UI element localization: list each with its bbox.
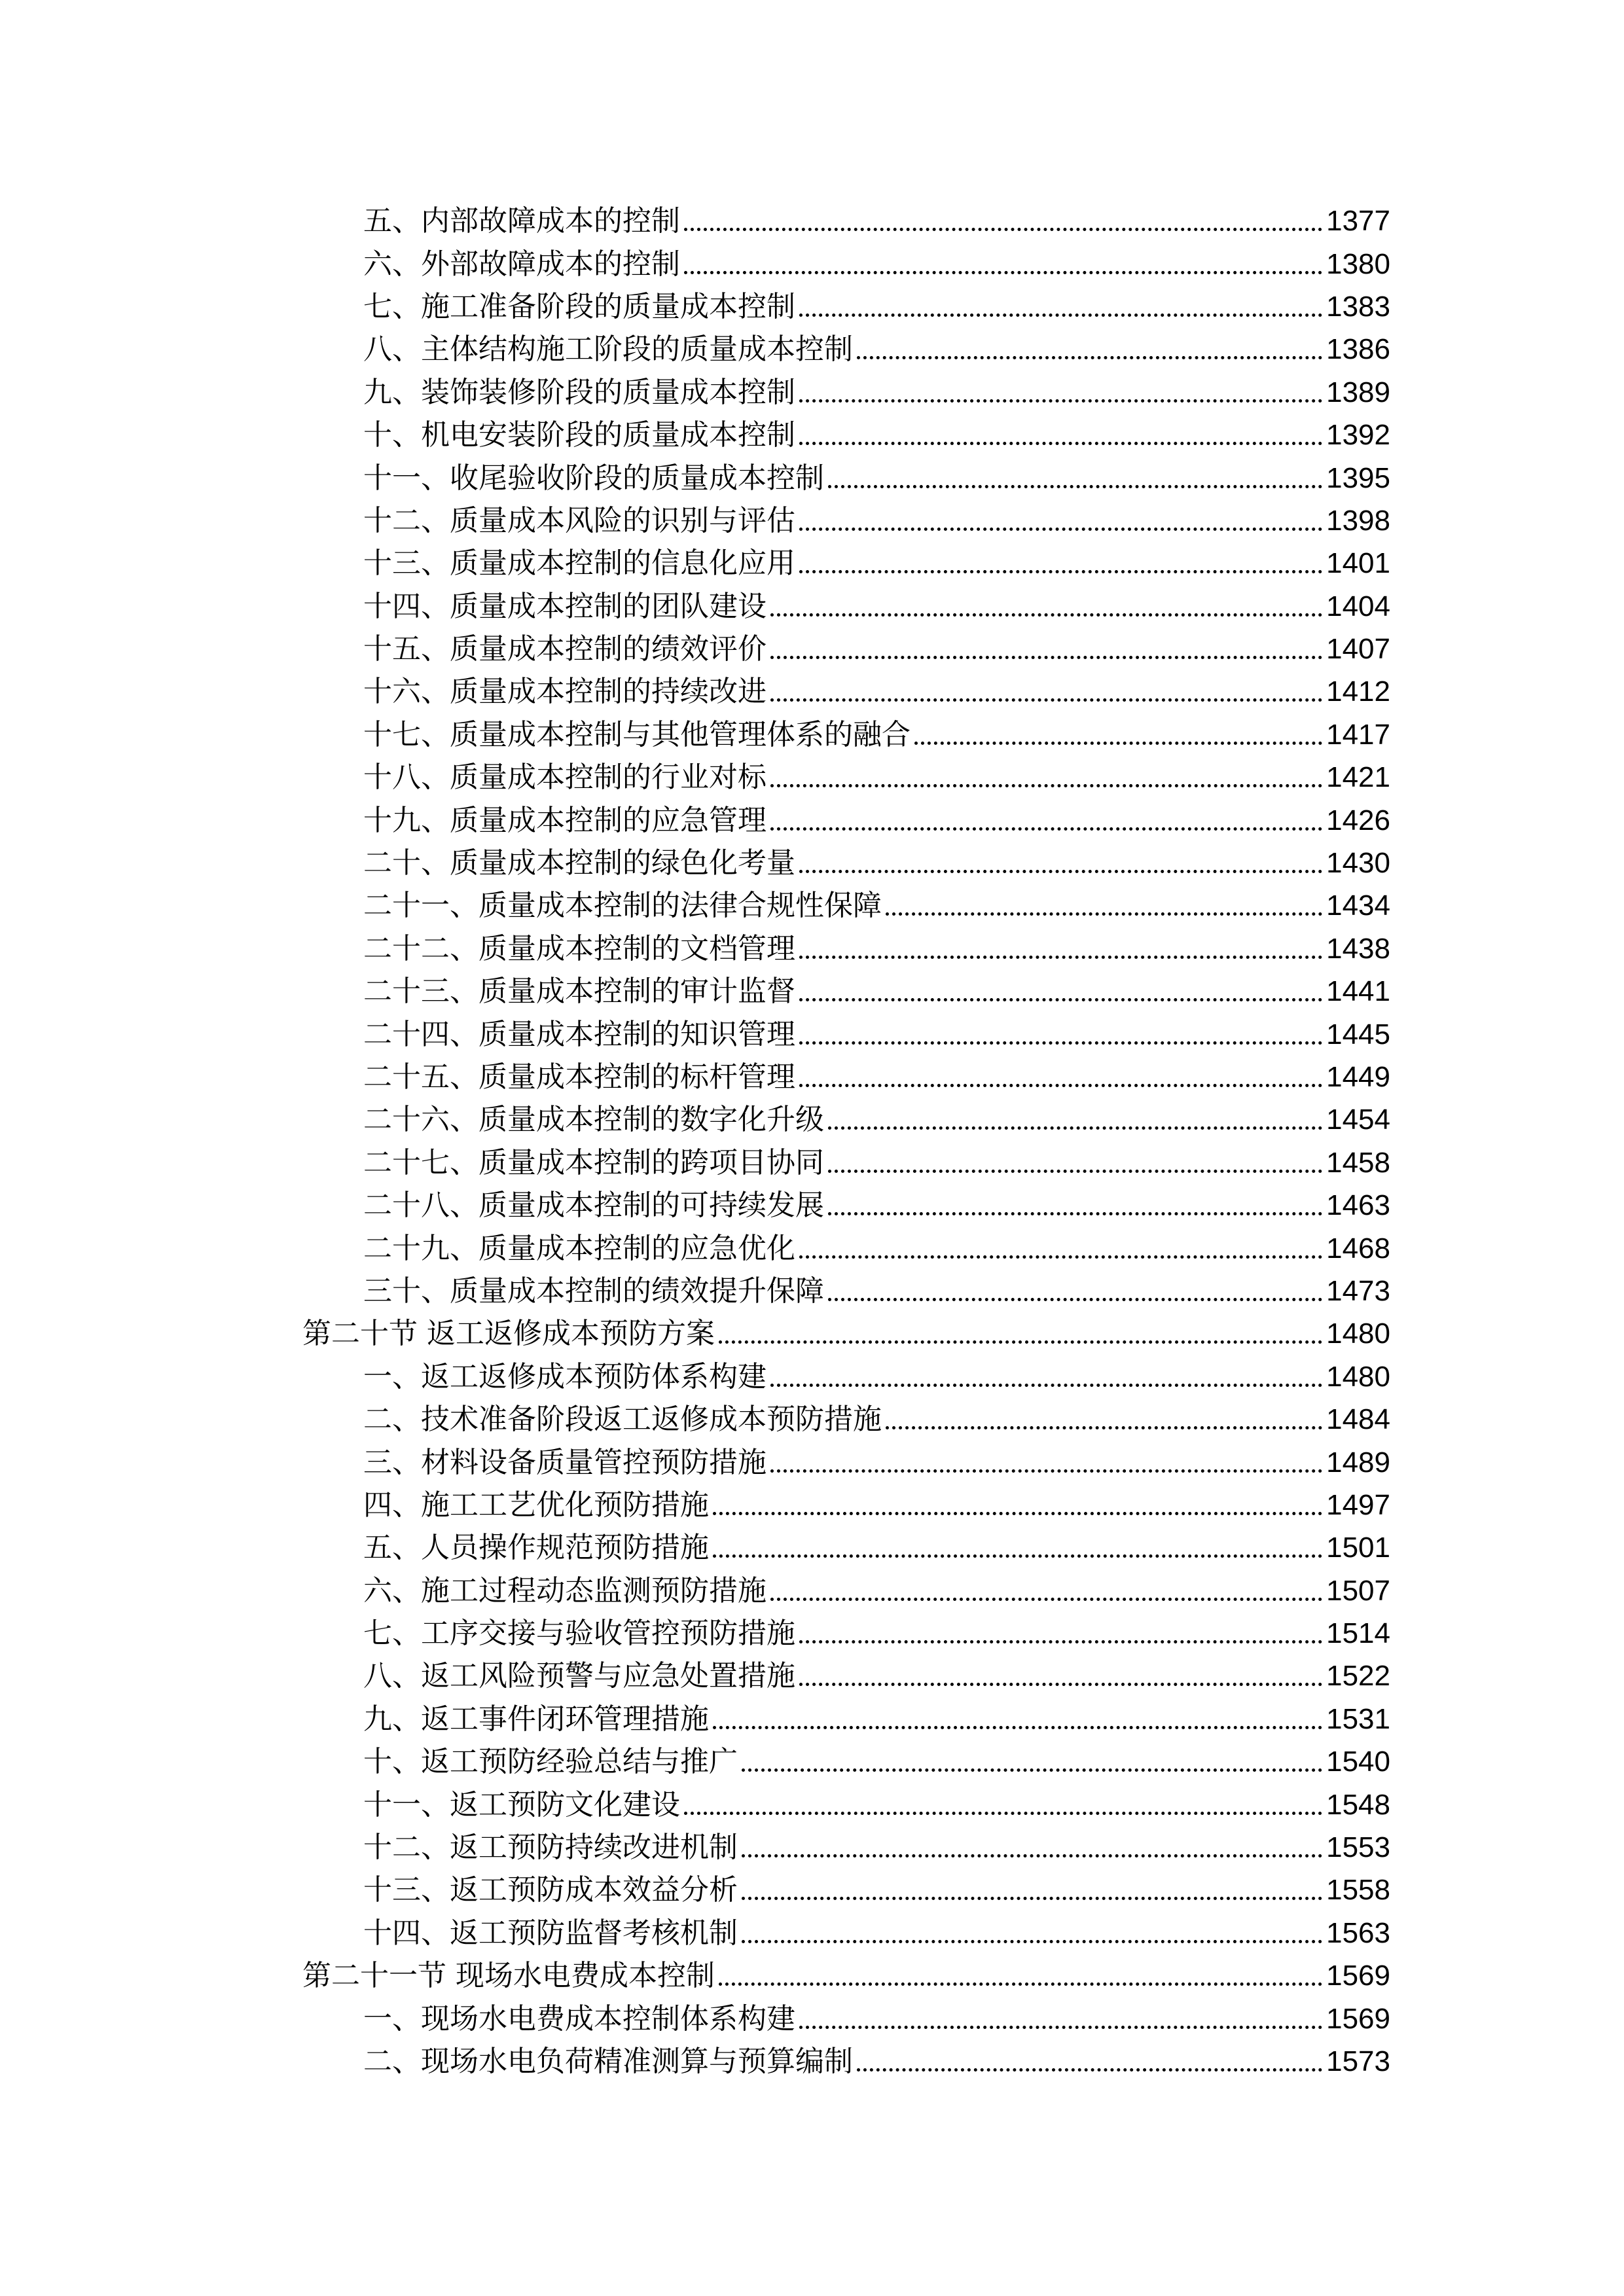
toc-entry-title: 十一、返工预防文化建设 [363,1787,680,1821]
dot-leader [799,970,1322,1013]
dot-leader [684,1784,1322,1826]
toc-entry-title: 第二十节 返工返修成本预防方案 [302,1317,715,1351]
toc-entry-title: 十七、质量成本控制与其他管理体系的融合 [363,717,911,751]
toc-entry-title: 九、返工事件闭环管理措施 [363,1702,709,1736]
toc-entry-title: 二十四、质量成本控制的知识管理 [363,1017,795,1051]
toc-entry-page: 1389 [1326,376,1390,408]
toc-entry-title: 十三、质量成本控制的信息化应用 [363,547,795,581]
toc-entry-page: 1449 [1326,1061,1390,1093]
toc-entry[interactable] [302,1997,1390,2039]
dot-leader [770,585,1322,628]
toc-entry[interactable] [302,1484,1390,1526]
toc-entry[interactable] [302,884,1390,927]
toc-entry-page: 1377 [1326,205,1390,238]
toc-entry[interactable] [302,1441,1390,1483]
dot-leader [828,1270,1322,1312]
toc-entry[interactable] [302,1141,1390,1184]
toc-entry-title: 五、内部故障成本的控制 [363,204,680,238]
toc-entry-title: 十四、返工预防监督考核机制 [363,1916,738,1950]
toc-entry-page: 1458 [1326,1146,1390,1179]
dot-leader [742,1826,1322,1869]
toc-entry-page: 1398 [1326,504,1390,537]
dot-leader [684,200,1322,242]
toc-entry[interactable] [302,1398,1390,1441]
dot-leader [684,243,1322,285]
toc-entry-title: 十四、质量成本控制的团队建设 [363,589,767,623]
toc-entry-page: 1441 [1326,975,1390,1008]
dot-leader [770,670,1322,713]
toc-entry-page: 1540 [1326,1746,1390,1778]
toc-entry-page: 1484 [1326,1403,1390,1436]
dot-leader [770,1570,1322,1612]
dot-leader [799,842,1322,884]
dot-leader [799,1612,1322,1655]
dot-leader [799,927,1322,970]
toc-entry[interactable] [302,842,1390,884]
toc-section-entry[interactable] [302,1312,1390,1355]
toc-entry-title: 十二、质量成本风险的识别与评估 [363,503,795,537]
toc-entry-title: 六、施工过程动态监测预防措施 [363,1573,767,1607]
toc-entry[interactable] [302,1869,1390,1911]
toc-entry-title: 九、装饰装修阶段的质量成本控制 [363,375,795,409]
toc-entry-page: 1463 [1326,1189,1390,1222]
dot-leader [799,1013,1322,1056]
toc-entry[interactable] [302,756,1390,798]
toc-entry-title: 二十三、质量成本控制的审计监督 [363,975,795,1009]
toc-entry[interactable] [302,242,1390,285]
toc-entry-title: 二十八、质量成本控制的可持续发展 [363,1189,824,1223]
toc-entry[interactable] [302,1526,1390,1569]
toc-entry[interactable] [302,1355,1390,1398]
toc-entry-page: 1480 [1326,1360,1390,1393]
toc-entry-title: 第二十一节 现场水电费成本控制 [302,1959,715,1993]
dot-leader [799,499,1322,542]
dot-leader [799,285,1322,328]
toc-entry-page: 1454 [1326,1103,1390,1136]
dot-leader [799,1998,1322,2040]
dot-leader [713,1526,1322,1569]
toc-entry-page: 1569 [1326,2002,1390,2035]
toc-entry-page: 1468 [1326,1232,1390,1265]
toc-entry[interactable] [302,1698,1390,1740]
toc-entry-page: 1480 [1326,1318,1390,1350]
toc-entry[interactable] [302,970,1390,1013]
toc-entry-title: 三十、质量成本控制的绩效提升保障 [363,1274,824,1308]
toc-entry-title: 八、主体结构施工阶段的质量成本控制 [363,332,853,367]
toc-entry[interactable] [302,1912,1390,1954]
dot-leader [799,1056,1322,1098]
toc-entry[interactable] [302,1612,1390,1655]
toc-entry[interactable] [302,585,1390,628]
toc-entry-page: 1421 [1326,761,1390,794]
dot-leader [770,756,1322,798]
dot-leader [799,1227,1322,1270]
toc-entry-title: 四、施工工艺优化预防措施 [363,1488,709,1522]
toc-entry-page: 1386 [1326,333,1390,366]
toc-entry-page: 1531 [1326,1702,1390,1735]
toc-entry-page: 1426 [1326,804,1390,836]
toc-entry-title: 十五、质量成本控制的绩效评价 [363,632,767,666]
toc-entry-page: 1507 [1326,1574,1390,1607]
toc-entry-title: 八、返工风险预警与应急处置措施 [363,1659,795,1693]
toc-entry[interactable] [302,1570,1390,1612]
dot-leader [799,1655,1322,1697]
toc-entry-page: 1569 [1326,1960,1390,1992]
toc-entry-title: 一、返工返修成本预防体系构建 [363,1359,767,1393]
toc-entry[interactable] [302,927,1390,970]
toc-entry-page: 1434 [1326,889,1390,922]
toc-entry-page: 1383 [1326,290,1390,323]
toc-entry-page: 1473 [1326,1274,1390,1307]
toc-entry[interactable] [302,414,1390,456]
dot-leader [770,799,1322,842]
toc-entry-page: 1497 [1326,1488,1390,1521]
toc-entry-page: 1563 [1326,1916,1390,1949]
toc-entry-title: 七、工序交接与验收管控预防措施 [363,1617,795,1651]
toc-entry[interactable] [302,628,1390,670]
toc-entry-title: 三、材料设备质量管控预防措施 [363,1445,767,1479]
toc-entry-title: 十九、质量成本控制的应急管理 [363,803,767,837]
dot-leader [770,1441,1322,1484]
toc-entry-page: 1445 [1326,1018,1390,1050]
toc-entry-title: 二十九、质量成本控制的应急优化 [363,1231,795,1265]
toc-entry[interactable] [302,1783,1390,1825]
dot-leader [742,1912,1322,1954]
toc-entry-title: 十八、质量成本控制的行业对标 [363,761,767,795]
toc-entry-title: 二十六、质量成本控制的数字化升级 [363,1103,824,1137]
toc-entry[interactable] [302,328,1390,370]
toc-entry-page: 1438 [1326,932,1390,965]
toc-entry-page: 1412 [1326,675,1390,708]
toc-entry[interactable] [302,1056,1390,1098]
toc-entry-title: 二、技术准备阶段返工返修成本预防措施 [363,1403,882,1437]
toc-entry[interactable] [302,200,1390,242]
dot-leader [828,457,1322,499]
toc-entry-title: 十一、收尾验收阶段的质量成本控制 [363,461,824,495]
toc-entry-title: 五、人员操作规范预防措施 [363,1531,709,1565]
toc-entry[interactable] [302,1184,1390,1227]
toc-entry-page: 1514 [1326,1617,1390,1650]
dot-leader [799,414,1322,456]
dot-leader [828,1141,1322,1184]
toc-entry-page: 1548 [1326,1788,1390,1821]
toc-entry-title: 二十七、质量成本控制的跨项目协同 [363,1145,824,1179]
dot-leader [799,371,1322,414]
dot-leader [770,628,1322,670]
toc-entry-title: 二十、质量成本控制的绿色化考量 [363,846,795,880]
toc-entry[interactable] [302,499,1390,542]
dot-leader [742,1740,1322,1783]
toc-entry-title: 十二、返工预防持续改进机制 [363,1831,738,1865]
toc-entry-title: 十三、返工预防成本效益分析 [363,1873,738,1907]
dot-leader [719,1312,1322,1355]
toc-section-entry[interactable] [302,1954,1390,1997]
toc-entry-page: 1404 [1326,590,1390,622]
toc-entry-page: 1558 [1326,1874,1390,1907]
dot-leader [799,542,1322,584]
dot-leader [886,884,1322,927]
table-of-contents [302,200,1390,2083]
dot-leader [886,1398,1322,1441]
toc-entry[interactable] [302,670,1390,713]
toc-entry[interactable] [302,542,1390,584]
toc-entry-title: 十六、质量成本控制的持续改进 [363,675,767,709]
toc-entry[interactable] [302,1740,1390,1783]
toc-entry-title: 二十二、质量成本控制的文档管理 [363,931,795,965]
toc-entry-page: 1573 [1326,2045,1390,2077]
dot-leader [770,1355,1322,1398]
toc-entry[interactable] [302,798,1390,841]
dot-leader [719,1954,1322,1997]
toc-entry-title: 二、现场水电负荷精准测算与预算编制 [363,2044,853,2078]
toc-entry[interactable] [302,371,1390,414]
dot-leader [828,1098,1322,1141]
toc-entry-page: 1380 [1326,247,1390,280]
toc-entry-page: 1395 [1326,461,1390,494]
toc-entry-page: 1553 [1326,1831,1390,1864]
dot-leader [713,1484,1322,1526]
dot-leader [713,1698,1322,1740]
toc-entry-page: 1501 [1326,1532,1390,1564]
toc-entry[interactable] [302,1655,1390,1697]
toc-entry-page: 1430 [1326,847,1390,880]
toc-entry[interactable] [302,1270,1390,1312]
dot-leader [857,2040,1322,2083]
toc-entry-page: 1407 [1326,633,1390,666]
toc-entry[interactable] [302,456,1390,499]
toc-entry-page: 1489 [1326,1446,1390,1479]
toc-entry-title: 十、机电安装阶段的质量成本控制 [363,418,795,452]
toc-entry-page: 1522 [1326,1660,1390,1693]
dot-leader [742,1869,1322,1911]
toc-entry[interactable] [302,285,1390,328]
toc-entry[interactable] [302,1826,1390,1869]
dot-leader [914,713,1322,756]
toc-entry[interactable] [302,2040,1390,2083]
toc-entry-title: 一、现场水电费成本控制体系构建 [363,2001,795,2036]
toc-entry-page: 1392 [1326,419,1390,452]
toc-entry-title: 十、返工预防经验总结与推广 [363,1745,738,1779]
toc-entry-title: 二十一、质量成本控制的法律合规性保障 [363,889,882,923]
dot-leader [828,1184,1322,1227]
toc-entry[interactable] [302,1098,1390,1141]
dot-leader [857,328,1322,370]
toc-entry-title: 二十五、质量成本控制的标杆管理 [363,1060,795,1094]
toc-entry-page: 1401 [1326,547,1390,580]
toc-entry[interactable] [302,1227,1390,1269]
toc-entry-title: 七、施工准备阶段的质量成本控制 [363,289,795,323]
toc-entry[interactable] [302,713,1390,756]
toc-entry-page: 1417 [1326,718,1390,751]
toc-entry-title: 六、外部故障成本的控制 [363,247,680,281]
toc-entry[interactable] [302,1013,1390,1055]
